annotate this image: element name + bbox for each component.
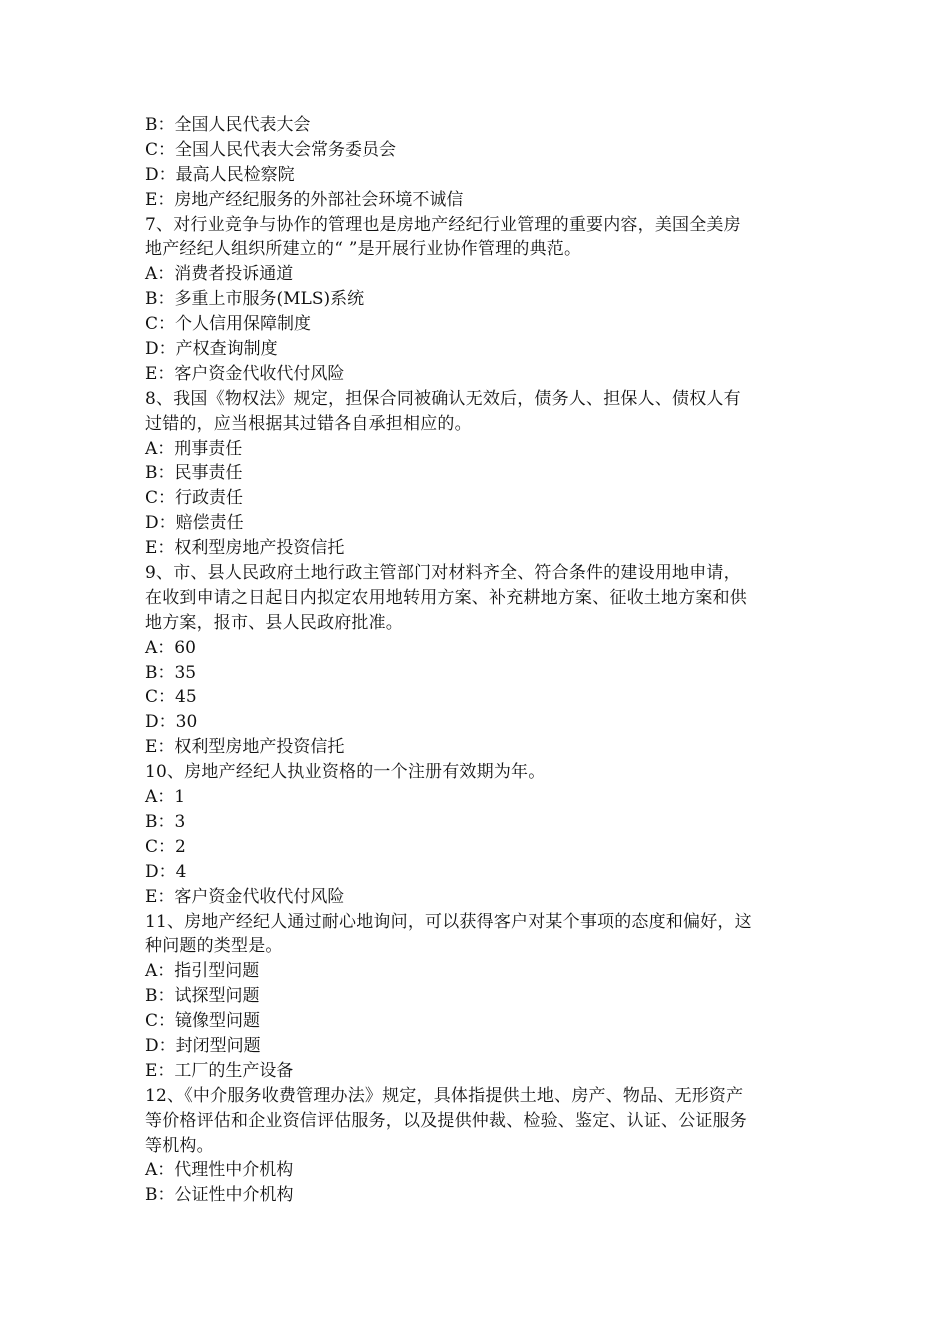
- document-body: [145, 113, 810, 1208]
- question-line: 7、对行业竞争与协作的管理也是房地产经纪行业管理的重要内容，美国全美房: [145, 214, 741, 235]
- option-line: A：60: [145, 637, 196, 658]
- option-line: C：镜像型问题: [145, 1011, 261, 1032]
- option-line: A：刑事责任: [145, 438, 243, 459]
- option-line: A：指引型问题: [145, 961, 260, 982]
- option-line: D：30: [145, 712, 198, 733]
- option-line: D：最高人民检察院: [145, 164, 295, 185]
- option-line: E：工厂的生产设备: [145, 1060, 294, 1081]
- option-line: B：35: [145, 662, 197, 683]
- option-line: C：45: [145, 687, 197, 708]
- option-line: C：2: [145, 836, 186, 857]
- option-line: A：代理性中介机构: [145, 1160, 294, 1181]
- question-line: 8、我国《物权法》规定，担保合同被确认无效后，债务人、担保人、债权人有: [145, 388, 741, 409]
- option-line: B：公证性中介机构: [145, 1185, 294, 1206]
- option-line: B：全国人民代表大会: [145, 115, 311, 135]
- question-line: 等机构。: [145, 1135, 214, 1156]
- question-line: 种问题的类型是。: [145, 936, 283, 957]
- option-line: D：赔偿责任: [145, 513, 244, 534]
- question-line: 12、《中介服务收费管理办法》规定，具体指提供土地、房产、物品、无形资产: [145, 1085, 744, 1106]
- option-line: D：4: [145, 861, 187, 882]
- option-line: E：权利型房地产投资信托: [145, 737, 345, 758]
- question-line: 地产经纪人组织所建立的“ ”是开展行业协作管理的典范。: [145, 239, 582, 260]
- option-line: E：权利型房地产投资信托: [145, 538, 345, 559]
- option-line: D：产权查询制度: [145, 339, 278, 360]
- question-line: 在收到申请之日起日内拟定农用地转用方案、补充耕地方案、征收土地方案和供: [145, 587, 747, 608]
- option-line: B：3: [145, 811, 186, 832]
- option-line: B：多重上市服务(MLS)系统: [145, 289, 365, 310]
- question-line: 等价格评估和企业资信评估服务，以及提供仲裁、检验、鉴定、认证、公证服务: [145, 1110, 747, 1131]
- option-line: A：1: [145, 787, 186, 808]
- question-line: 过错的，应当根据其过错各自承担相应的。: [145, 413, 472, 434]
- option-line: C：个人信用保障制度: [145, 314, 312, 335]
- option-line: E：客户资金代收代付风险: [145, 886, 345, 907]
- option-line: A：消费者投诉通道: [145, 264, 294, 285]
- option-line: C：全国人民代表大会常务委员会: [145, 139, 397, 160]
- question-line: 地方案，报市、县人民政府批准。: [145, 612, 403, 633]
- option-line: E：房地产经纪服务的外部社会环境不诚信: [145, 189, 464, 210]
- question-line: 9、市、县人民政府土地行政主管部门对材料齐全、符合条件的建设用地申请，: [145, 563, 741, 584]
- option-line: B：试探型问题: [145, 986, 260, 1007]
- question-line: 11、房地产经纪人通过耐心地询问，可以获得客户对某个事项的态度和偏好，这: [145, 911, 752, 932]
- option-line: B：民事责任: [145, 463, 243, 484]
- question-line: 10、房地产经纪人执业资格的一个注册有效期为年。: [145, 762, 546, 783]
- option-line: E：客户资金代收代付风险: [145, 363, 345, 384]
- option-line: D：封闭型问题: [145, 1035, 261, 1056]
- option-line: C：行政责任: [145, 488, 244, 509]
